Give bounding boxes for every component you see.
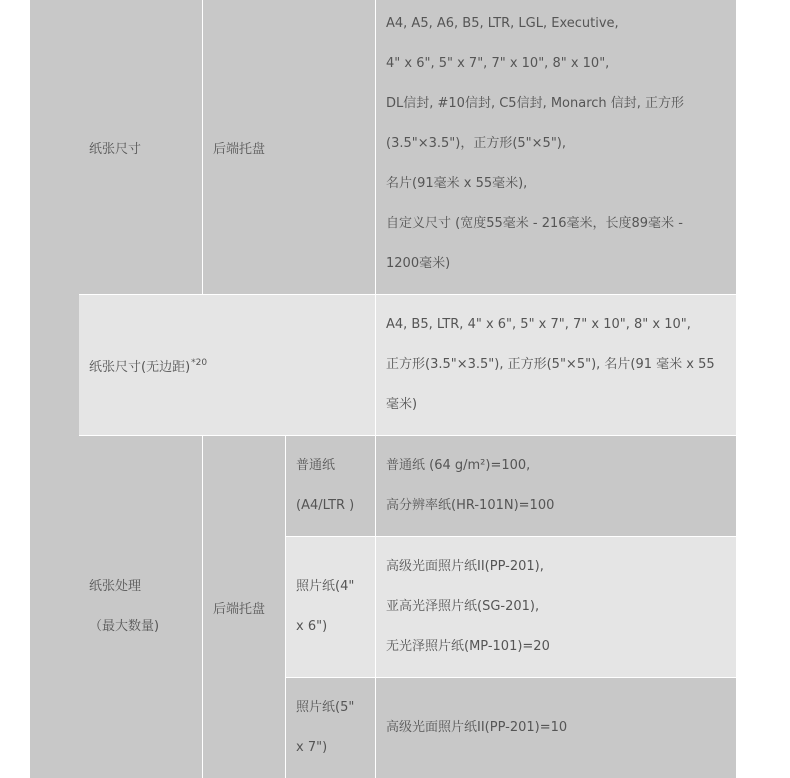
spec-table [79,0,737,778]
paper-handling-sublabel: （最大数量) [89,619,160,634]
borderless-size-label: 纸张尺寸(无边距)$^{*20}$ [89,357,208,375]
borderless-size-value-line: 毫米) [386,397,418,412]
capacity-value-line: 高级光面照片纸II(PP-201), [386,559,544,574]
capacity-value-line: 亚高光泽照片纸(SG-201), [386,599,540,614]
paper-size-value-cell [376,0,737,295]
photo-4x6-value-cell [376,537,737,678]
photo-5x7-value-cell [376,678,737,778]
photo-5x7-type-cell [286,678,376,778]
paper-size-value-line: 1200毫米) [386,256,451,271]
capacity-value-line: 无光泽照片纸(MP-101)=20 [386,639,550,654]
borderless-size-value-line: 正方形(3.5"×3.5"), 正方形(5"×5"), 名片(91 毫米 x 55 [386,357,715,372]
borderless-size-value-cell [376,295,737,436]
photo-4x6-type-cell [286,537,376,678]
paper-size-value-line: 名片(91毫米 x 55毫米), [386,176,528,191]
paper-size-value-line: (3.5"×3.5")，正方形(5"×5"), [386,136,567,151]
paper-handling-label-cell [79,436,203,778]
paper-type-line: 普通纸 [296,458,336,473]
paper-handling-label: 纸张处理 [89,579,142,594]
paper-size-value-line: 自定义尺寸 (宽度55毫米 - 216毫米，长度89毫米 - [386,216,683,231]
paper-size-value-line: DL信封, #10信封, C5信封, Monarch 信封, 正方形 [386,96,685,111]
capacity-value-line: 高分辨率纸(HR-101N)=100 [386,498,555,513]
paper-type-line: 照片纸(5" [296,700,355,715]
paper-type-line: x 6") [296,619,328,634]
paper-type-line: x 7") [296,740,328,755]
capacity-value-line: 高级光面照片纸II(PP-201)=10 [386,720,568,735]
capacity-value-line: 普通纸 (64 g/m²)=100, [386,458,531,473]
borderless-size-value-line: A4, B5, LTR, 4" x 6", 5" x 7", 7" x 10", 8" x 10", [386,317,691,332]
plain-paper-value-cell [376,436,737,537]
paper-type-line: (A4/LTR ) [296,498,355,513]
borderless-size-label-cell [79,295,376,436]
paper-size-tray-cell [203,0,376,295]
footnote-marker: *20 [191,357,208,368]
paper-size-label: 纸张尺寸 [89,141,142,157]
paper-size-value-line: A4, A5, A6, B5, LTR, LGL, Executive, [386,16,619,31]
paper-type-line: 照片纸(4" [296,579,355,594]
paper-size-label-cell [79,0,203,295]
plain-paper-type-cell [286,436,376,537]
paper-handling-tray-cell [203,436,286,778]
paper-handling-tray-label: 后端托盘 [213,601,266,617]
paper-size-tray-label: 后端托盘 [213,141,266,157]
left-margin-strip [30,0,79,778]
paper-size-value-line: 4" x 6", 5" x 7", 7" x 10", 8" x 10", [386,56,610,71]
